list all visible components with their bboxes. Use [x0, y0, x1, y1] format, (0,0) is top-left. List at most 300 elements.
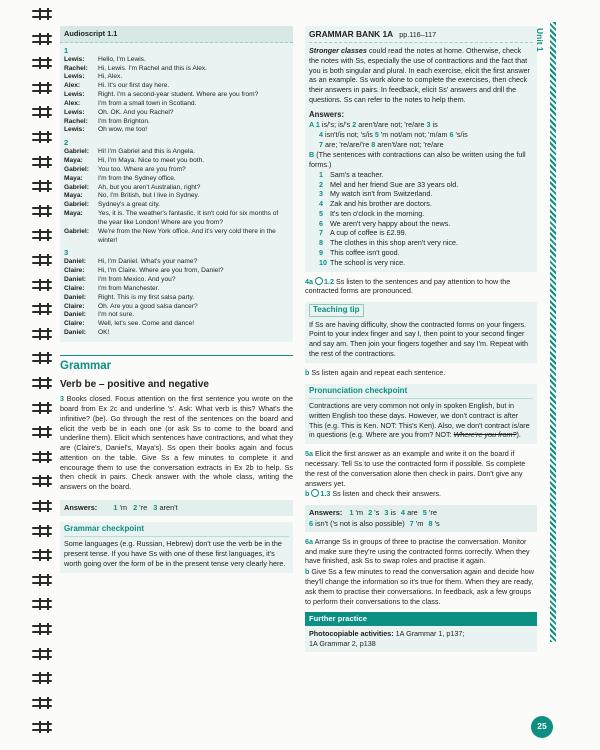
- answer-number: 1: [315, 120, 320, 130]
- speaker-name: Claire:: [64, 302, 85, 310]
- item-text: A cup of coffee is £2.99.: [330, 228, 407, 238]
- ex5b-text: Ss listen and check their answers.: [332, 489, 442, 499]
- ring-bar: [32, 582, 52, 584]
- ring-bar: [32, 625, 52, 627]
- audioscript-box: [60, 26, 293, 342]
- ring-bar: [32, 729, 52, 731]
- speaker-name: Gabriel:: [64, 183, 89, 191]
- grammar-bank-title: [309, 29, 533, 43]
- speaker-name: Claire:: [64, 320, 85, 328]
- grammar-bank-pages: pp.116–117: [399, 30, 437, 39]
- item-number: 1: [319, 169, 323, 179]
- spiral-ring: [30, 156, 56, 168]
- ring-post: [39, 672, 41, 684]
- spiral-ring: [30, 525, 56, 537]
- ring-bar: [32, 35, 52, 37]
- speaker-name: Lewis:: [64, 126, 85, 134]
- spiral-ring: [30, 254, 56, 266]
- line-text: Right. This is my first salsa party.: [98, 293, 195, 301]
- grammar-bank-lead: Stronger classes: [309, 46, 367, 56]
- exercise-5a: [305, 449, 537, 488]
- ring-post: [47, 697, 49, 709]
- ring-bar: [32, 576, 52, 578]
- script-line: [60, 100, 293, 109]
- ring-bar: [32, 213, 52, 215]
- ring-bar: [32, 16, 52, 18]
- script-line: [60, 228, 293, 246]
- further-practice-line-2: 1A Grammar 2, p138: [309, 639, 376, 649]
- ring-post: [39, 254, 41, 266]
- ring-post: [47, 352, 49, 364]
- ring-bar: [32, 600, 52, 602]
- answer-item: [309, 219, 533, 229]
- spiral-ring: [30, 328, 56, 340]
- line-text: Hi, Lewis. I'm Rachel and this is Alex.: [98, 64, 207, 72]
- spiral-ring: [30, 82, 56, 94]
- conversation-number: 3: [64, 248, 69, 258]
- spiral-ring: [30, 426, 56, 438]
- speaker-name: Lewis:: [64, 91, 85, 99]
- spiral-ring: [30, 648, 56, 660]
- script-line: [60, 192, 293, 201]
- audioscript-conversations: [60, 43, 293, 338]
- answer-number: 5: [422, 508, 427, 518]
- script-line: [60, 175, 293, 184]
- exercise-5-answers: [305, 505, 537, 532]
- answer-number: 3: [384, 508, 389, 518]
- script-line: [60, 56, 293, 65]
- spiral-binding: [30, 0, 60, 750]
- line-text: Well, let's see. Come and dance!: [98, 320, 195, 328]
- answer-text: 'm: [353, 508, 364, 518]
- page-number: 25: [531, 716, 553, 738]
- ring-post: [39, 156, 41, 168]
- answer-item: [309, 258, 533, 268]
- ex5-answers-label: Answers:: [309, 508, 343, 518]
- ring-post: [47, 205, 49, 217]
- answer-line: [309, 120, 533, 130]
- ex6a-label: 6a: [305, 536, 313, 546]
- ring-post: [39, 623, 41, 635]
- answer-item: [309, 170, 533, 180]
- answer-text: 'm: [117, 503, 128, 512]
- ring-bar: [32, 477, 52, 479]
- ring-bar: [32, 188, 52, 190]
- ex5-answers-line-1: [309, 508, 533, 518]
- speaker-name: Gabriel:: [64, 148, 89, 156]
- ring-bar: [32, 108, 52, 110]
- teaching-tip-box: [305, 302, 537, 363]
- b-intro-text: (The sentences with contractions can also be written using the full forms.): [309, 149, 526, 169]
- ring-post: [39, 279, 41, 291]
- answer-item: [309, 238, 533, 248]
- answer-text: 're: [426, 508, 437, 518]
- line-text: I'm from Brighton.: [98, 117, 150, 125]
- item-number: 4: [319, 199, 323, 209]
- ring-post: [39, 598, 41, 610]
- item-number: 2: [319, 179, 323, 189]
- spiral-ring: [30, 451, 56, 463]
- ring-post: [47, 500, 49, 512]
- speaker-name: Rachel:: [64, 64, 88, 72]
- spiral-ring: [30, 180, 56, 192]
- ring-bar: [32, 410, 52, 412]
- ring-bar: [32, 262, 52, 264]
- speaker-name: Daniel:: [64, 276, 86, 284]
- ring-bar: [32, 207, 52, 209]
- script-line: [60, 210, 293, 228]
- grammar-bank-name: GRAMMAR BANK 1A: [309, 29, 393, 39]
- ring-post: [39, 721, 41, 733]
- answer-number: 1: [113, 503, 118, 512]
- ring-post: [39, 106, 41, 118]
- spiral-ring: [30, 549, 56, 561]
- item-text: It's ten o'clock in the morning.: [330, 208, 425, 218]
- ring-post: [47, 156, 49, 168]
- script-line: [60, 148, 293, 157]
- ring-post: [47, 33, 49, 45]
- exercise-5b: [305, 489, 537, 499]
- ring-bar: [32, 59, 52, 61]
- exercise-6b: [305, 567, 537, 606]
- grammar-answers: [60, 500, 293, 516]
- ex6a-text: Arrange Ss in groups of three to practise the conversation. Monitor and make sure they're using the contracted forms correctly. When they have finished, ask Ss to swap roles and practise it again.: [305, 536, 530, 566]
- ring-post: [47, 180, 49, 192]
- answer-text: 'm: [413, 518, 424, 528]
- pronunciation-checkpoint-text: [309, 401, 533, 440]
- item-text: The school is very nice.: [330, 257, 406, 267]
- speaker-name: Lewis:: [64, 73, 85, 81]
- ring-bar: [32, 483, 52, 485]
- item-number: 6: [319, 218, 323, 228]
- line-text: You too. Where are you from?: [98, 165, 186, 173]
- ring-bar: [32, 723, 52, 725]
- line-text: Hi! I'm Gabriel and this is Angela.: [98, 148, 195, 156]
- item-text: We aren't very happy about the news.: [330, 218, 451, 228]
- item-number: 3: [319, 189, 323, 199]
- speaker-name: Daniel:: [64, 258, 86, 266]
- answer-line: [309, 130, 533, 140]
- ring-post: [47, 229, 49, 241]
- ring-post: [39, 549, 41, 561]
- answer-text: isn't ('s not is also possible): [313, 518, 405, 528]
- ring-post: [39, 352, 41, 364]
- answer-item: [309, 199, 533, 209]
- script-line: [60, 311, 293, 320]
- ring-post: [47, 328, 49, 340]
- step-text: Books closed. Focus attention on the first sentence you wrote on the board from Ex 2c and underline 's'. Ask: What verb is this? What's the infinitive? (be). Go through the rest of the sentences on the board and elicit the verb be in each one (or ask Ss to come to the board and underline them). Elicit which sentences have contractions, and what they are (Claire's, Daniel's, Maya's). Ss open their books again and focus attention on the table. Give Ss a few minutes to complete it and encourage them to use the conversation extracts in Ex 2b to help. Ss then check in pairs. Check answer with the whole class, writing the answers on the board.: [60, 394, 294, 492]
- teaching-tip-title: Teaching tip: [309, 304, 364, 317]
- speaker-name: Maya:: [64, 157, 83, 165]
- answers-list: [107, 503, 177, 512]
- ring-post: [39, 303, 41, 315]
- grammar-checkpoint-box: [60, 522, 293, 573]
- answer-text: 'm not/am not; 'm/am: [378, 130, 450, 139]
- ring-bar: [32, 428, 52, 430]
- ex5a-text: Elicit the first answer as an example and write it on the board if necessary. Tell Ss to use the contracted form if possible. Ss complete the rest of the conversation alone then check in pairs. Don't give any answers yet.: [305, 449, 526, 488]
- ring-bar: [32, 311, 52, 313]
- teaching-tip-text: If Ss are having difficulty, show the contracted forms on your fingers. Point to your index finger and say I, then point to your second finger and say am. Then join your fingers together and say I'm. Repeat with the rest of the contractions.: [309, 319, 528, 359]
- answer-item: [309, 248, 533, 258]
- pc-strike-example: Where're you from?: [453, 430, 517, 440]
- ex5a-label: 5a: [305, 449, 313, 459]
- ring-bar: [32, 360, 52, 362]
- answer-number: 8: [371, 139, 376, 149]
- ring-bar: [32, 385, 52, 387]
- speaker-name: Daniel:: [64, 329, 86, 336]
- script-line: [60, 118, 293, 127]
- line-text: Yes, it is. The weather's fantastic. It isn't cold for six months of the year like London! Where are you from?: [98, 210, 279, 226]
- answer-text: aren't/are not; 're/are: [356, 120, 427, 130]
- ring-post: [39, 82, 41, 94]
- line-text: Oh wow, me too!: [98, 126, 148, 134]
- ex4a-audio-ref: 1.2: [324, 276, 334, 286]
- speaker-name: Maya:: [64, 210, 83, 218]
- answers-label: Answers:: [64, 503, 98, 512]
- answer-text: is/'s; is/'s: [319, 120, 353, 130]
- line-text: Hi, I'm Daniel. What's your name?: [98, 258, 198, 266]
- ring-bar: [32, 453, 52, 455]
- ex4a-label: 4a: [305, 276, 313, 286]
- audio-icon: [311, 489, 319, 497]
- grammar-bank-box: [305, 26, 537, 272]
- script-line: [60, 258, 293, 267]
- answer-number: 7: [409, 518, 414, 528]
- script-line: [60, 276, 293, 285]
- ring-bar: [32, 551, 52, 553]
- script-line: [60, 303, 293, 312]
- line-text: Ah, but you aren't Australian, right?: [98, 183, 201, 191]
- ring-post: [39, 131, 41, 143]
- answer-text: are: [405, 508, 418, 518]
- script-line: [60, 166, 293, 175]
- ring-bar: [32, 656, 52, 658]
- line-text: I'm not sure.: [98, 311, 135, 319]
- spiral-ring: [30, 131, 56, 143]
- script-line: [60, 294, 293, 303]
- spiral-ring: [30, 303, 56, 315]
- ring-post: [47, 475, 49, 487]
- ring-post: [47, 57, 49, 69]
- speaker-name: Rachel:: [64, 117, 88, 125]
- spiral-ring: [30, 672, 56, 684]
- grammar-checkpoint-text: Some languages (e.g. Russian, Hebrew) don't use the verb be in the present tense. If you have Ss with one of these first languages, it's worth going over the form of be in the present tense very clearly here.: [64, 539, 286, 568]
- grammar-bank-b-intro: [309, 150, 533, 170]
- answer-number: 7: [319, 139, 323, 149]
- ring-bar: [32, 527, 52, 529]
- spiral-ring: [30, 500, 56, 512]
- grammar-bank-answers-label: Answers:: [309, 109, 345, 119]
- item-number: 7: [319, 228, 323, 238]
- script-line: [60, 109, 293, 118]
- spiral-ring: [30, 106, 56, 118]
- item-text: My watch isn't from Switzerland.: [330, 189, 433, 199]
- ring-post: [39, 402, 41, 414]
- ring-bar: [32, 133, 52, 135]
- answer-number: 2: [133, 503, 138, 512]
- grammar-bank-intro: [309, 46, 533, 105]
- ring-post: [47, 279, 49, 291]
- line-text: Hi. It's our first day here.: [98, 82, 170, 90]
- speaker-name: Gabriel:: [64, 165, 89, 173]
- ring-post: [47, 549, 49, 561]
- line-text: I'm from the Sydney office.: [98, 174, 176, 182]
- exercise-6a: [305, 537, 537, 566]
- script-line: [60, 320, 293, 329]
- item-text: Mel and her friend Sue are 33 years old.: [330, 179, 459, 189]
- item-text: This coffee isn't good.: [330, 248, 400, 257]
- ring-bar: [32, 330, 52, 332]
- line-text: Hello, I'm Lewis.: [98, 55, 146, 63]
- answer-number: 5: [374, 130, 379, 139]
- script-line: [60, 329, 293, 338]
- ring-post: [39, 57, 41, 69]
- answer-number: 6: [449, 130, 454, 139]
- ring-bar: [32, 182, 52, 184]
- spiral-ring: [30, 8, 56, 20]
- line-text: I'm from Mexico. And you?: [98, 276, 176, 284]
- ring-bar: [32, 281, 52, 283]
- item-number: 5: [319, 208, 323, 218]
- answer-text: 's/is: [453, 130, 468, 139]
- ring-post: [39, 451, 41, 463]
- ring-bar: [32, 508, 52, 510]
- speaker-name: Gabriel:: [64, 227, 89, 235]
- ring-bar: [32, 41, 52, 43]
- answer-number: 3: [153, 503, 158, 512]
- decorative-stripe: [550, 22, 556, 642]
- ring-post: [39, 574, 41, 586]
- unit-label: [533, 28, 547, 88]
- ring-bar: [32, 379, 52, 381]
- ex5b-label: b: [305, 489, 310, 499]
- grammar-checkpoint-title: Grammar checkpoint: [64, 524, 289, 538]
- line-text: I'm from Manchester.: [98, 284, 160, 292]
- ring-bar: [32, 674, 52, 676]
- spiral-ring: [30, 402, 56, 414]
- script-line: [60, 91, 293, 100]
- pc-text: Contractions are very common not only in spoken English, but in written English too these days. However, we don't contract is after This (e.g. This is Ken. NOT: This's Ken). Also, we don't contract is/are in questions (e.g. Where are you from? NOT:: [309, 401, 530, 440]
- item-number: 9: [319, 248, 323, 257]
- a-label: A: [309, 120, 316, 130]
- ring-post: [47, 426, 49, 438]
- ex5-answers-line-2: [309, 519, 533, 529]
- answer-text: is: [430, 120, 438, 130]
- line-text: Sydney's a great city.: [98, 201, 160, 209]
- speaker-name: Lewis:: [64, 55, 85, 63]
- ring-bar: [32, 606, 52, 608]
- ring-post: [47, 131, 49, 143]
- speaker-name: Alex:: [64, 99, 81, 107]
- ring-bar: [32, 164, 52, 166]
- ring-post: [39, 475, 41, 487]
- ring-post: [47, 623, 49, 635]
- spiral-ring: [30, 57, 56, 69]
- spiral-ring: [30, 205, 56, 217]
- pc-end: ).: [516, 430, 521, 440]
- ring-bar: [32, 158, 52, 160]
- spiral-ring: [30, 721, 56, 733]
- ring-post: [39, 525, 41, 537]
- answer-text: 're: [137, 503, 148, 512]
- ring-post: [47, 598, 49, 610]
- ring-post: [47, 721, 49, 733]
- ring-bar: [32, 680, 52, 682]
- b-label: B: [309, 149, 315, 159]
- further-practice-box: [305, 612, 537, 652]
- ex6b-label: b: [305, 567, 310, 577]
- ring-bar: [32, 404, 52, 406]
- script-line: [60, 126, 293, 135]
- further-practice-line-1: 1A Grammar 1, p137;: [395, 629, 465, 639]
- answer-text: is: [388, 508, 396, 518]
- ring-post: [39, 328, 41, 340]
- speaker-name: Claire:: [64, 267, 85, 275]
- spiral-ring: [30, 279, 56, 291]
- line-text: Hi, I'm Claire. Where are you from, Daniel?: [98, 267, 224, 275]
- answer-item: [309, 228, 533, 238]
- spiral-ring: [30, 475, 56, 487]
- ex4b-text: Ss listen again and repeat each sentence.: [311, 367, 446, 377]
- item-text: Sam's a teacher.: [330, 169, 384, 179]
- right-column: [305, 26, 537, 652]
- ring-post: [47, 303, 49, 315]
- speaker-name: Gabriel:: [64, 201, 89, 209]
- ring-bar: [32, 354, 52, 356]
- ring-bar: [32, 84, 52, 86]
- ring-bar: [32, 557, 52, 559]
- script-line: [60, 73, 293, 82]
- left-column: [60, 26, 293, 573]
- pronunciation-checkpoint-box: [305, 384, 537, 445]
- script-line: [60, 65, 293, 74]
- ex5b-audio-ref: 1.3: [320, 489, 331, 499]
- answer-line: [309, 140, 533, 150]
- ex4a-text: Ss listen to the sentences and pay attention to how the contracted forms are pronounced.: [305, 276, 511, 296]
- spiral-ring: [30, 598, 56, 610]
- ring-bar: [32, 650, 52, 652]
- grammar-heading: Grammar: [60, 355, 293, 374]
- ring-bar: [32, 705, 52, 707]
- ring-bar: [32, 114, 52, 116]
- ring-post: [39, 8, 41, 20]
- spiral-ring: [30, 33, 56, 45]
- spiral-ring: [30, 352, 56, 364]
- ring-post: [47, 106, 49, 118]
- ex6b-text: Give Ss a few minutes to read the conversation again and decide how they'll change the information so it's true for them. When they are ready, ask them to practise their conversations. In feedback, ask a few groups to perform their conversations to the class.: [305, 567, 534, 606]
- answer-item: [309, 189, 533, 199]
- item-number: 10: [319, 257, 327, 267]
- grammar-bank-answers-a: [309, 120, 533, 150]
- ring-post: [39, 180, 41, 192]
- ring-post: [47, 672, 49, 684]
- spiral-ring: [30, 574, 56, 586]
- spiral-ring: [30, 623, 56, 635]
- ring-post: [39, 697, 41, 709]
- line-text: No, I'm British, but I live in Sydney.: [98, 192, 200, 200]
- ex4b-label: b: [305, 367, 310, 377]
- speaker-name: Daniel:: [64, 311, 86, 319]
- ring-bar: [32, 631, 52, 633]
- grammar-bank-answers-b: [309, 170, 533, 268]
- ring-bar: [32, 90, 52, 92]
- ring-bar: [32, 231, 52, 233]
- ring-post: [47, 574, 49, 586]
- ring-post: [39, 33, 41, 45]
- ring-bar: [32, 434, 52, 436]
- ring-post: [39, 377, 41, 389]
- audio-icon: [315, 277, 323, 285]
